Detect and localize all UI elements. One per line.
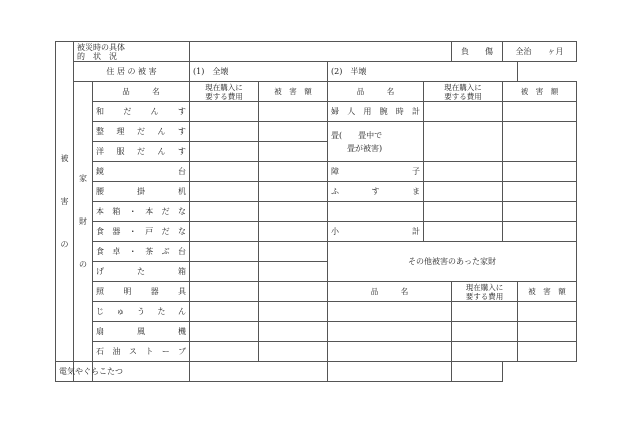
damage-cell[interactable] xyxy=(259,142,328,162)
cost-cell[interactable] xyxy=(190,162,259,182)
damage-cell[interactable] xyxy=(259,242,328,262)
cost-cell[interactable] xyxy=(190,322,259,342)
other-item-cell[interactable] xyxy=(328,302,452,322)
other-damage-cell[interactable] xyxy=(518,322,577,342)
subtotal-label: 小 計 xyxy=(328,222,424,242)
cost-cell[interactable] xyxy=(190,242,259,262)
table-row xyxy=(56,102,577,122)
cost-cell[interactable] xyxy=(190,142,259,162)
item-name: 和 だ ん す xyxy=(93,102,190,122)
other-damage-cell[interactable] xyxy=(518,302,577,322)
side-label-big-3: の xyxy=(60,240,69,249)
table-row xyxy=(56,302,577,322)
damage-cell-right[interactable] xyxy=(503,202,577,222)
col-cost-right: 現在購入に 要する費用 xyxy=(424,82,503,102)
item-name: 腰 掛 机 xyxy=(93,182,190,202)
item-name-right-tatami: 畳( 畳中で 畳が被害) xyxy=(328,122,424,162)
col-item-left: 品 名 xyxy=(93,82,190,102)
other-item-cell[interactable] xyxy=(328,322,452,342)
col-damage-left: 被 害 額 xyxy=(259,82,328,102)
table-row xyxy=(56,202,577,222)
cost-cell-right[interactable] xyxy=(424,162,503,182)
table-row xyxy=(56,122,577,142)
item-name: じ ゅ う た ん xyxy=(93,302,190,322)
other-cost-cell[interactable] xyxy=(328,362,452,382)
side-label-small-1: 家 xyxy=(79,174,87,183)
table-row xyxy=(56,242,577,262)
residence-damage-row xyxy=(56,62,577,82)
side-label-big xyxy=(56,42,74,362)
cost-cell[interactable] xyxy=(190,342,259,362)
item-name: 本箱・本だな xyxy=(93,202,190,222)
other-cost-cell[interactable] xyxy=(452,342,518,362)
side-label-small xyxy=(74,82,93,362)
col-cost-left: 現在購入に 要する費用 xyxy=(190,82,259,102)
table-row xyxy=(56,222,577,242)
blank-right[interactable] xyxy=(328,202,424,222)
item-name: 扇 風 機 xyxy=(93,322,190,342)
item-name-right: ふ す ま xyxy=(328,182,424,202)
table-row xyxy=(56,282,577,302)
cost-cell[interactable] xyxy=(190,262,259,282)
table-row xyxy=(56,162,577,182)
damage-cell[interactable] xyxy=(259,282,328,302)
other-item-cell[interactable] xyxy=(328,342,452,362)
side-label-small-2: 財 xyxy=(79,217,87,226)
cost-cell-right[interactable] xyxy=(424,102,503,122)
injury-label: 負 傷 xyxy=(452,42,503,62)
disaster-detail-label: 被災時の具体 的 状 況 xyxy=(74,42,190,62)
cost-cell[interactable] xyxy=(190,182,259,202)
damage-cell[interactable] xyxy=(259,202,328,222)
recovery-field[interactable]: 全治 ヶ月 xyxy=(503,42,577,62)
damage-cell[interactable] xyxy=(259,342,328,362)
damage-cell[interactable] xyxy=(259,182,328,202)
table-row xyxy=(56,362,577,382)
item-name: 整 理 だ ん す xyxy=(93,122,190,142)
damage-cell-right[interactable] xyxy=(503,102,577,122)
cost-cell-right[interactable] xyxy=(424,122,503,162)
cost-cell[interactable] xyxy=(190,122,259,142)
cost-cell-right[interactable] xyxy=(424,182,503,202)
col-damage-right: 被 害 額 xyxy=(503,82,577,102)
item-name: 電気やぐらこたつ xyxy=(56,362,74,382)
damage-cell-right[interactable] xyxy=(503,162,577,182)
item-name-right: 婦人用腕時計 xyxy=(328,102,424,122)
disaster-detail-field[interactable] xyxy=(190,42,452,62)
cost-cell[interactable] xyxy=(190,282,259,302)
other-goods-label: その他被害のあった家財 xyxy=(328,242,577,282)
cost-cell[interactable] xyxy=(190,302,259,322)
item-name: げ た 箱 xyxy=(93,262,190,282)
damage-report-form xyxy=(55,41,577,382)
damage-cell[interactable] xyxy=(259,322,328,342)
residence-option-full[interactable]: (1) 全壊 xyxy=(190,62,328,82)
cost-cell[interactable] xyxy=(190,102,259,122)
item-name: 照 明 器 具 xyxy=(93,282,190,302)
table-row xyxy=(56,182,577,202)
residence-damage-label: 住 居 の 被 害 xyxy=(74,62,190,82)
cost-cell[interactable] xyxy=(190,222,259,242)
item-name: 鏡 台 xyxy=(93,162,190,182)
item-name: 石油ストーブ xyxy=(93,342,190,362)
col-cost-right-2: 現在購入に 要する費用 xyxy=(452,282,518,302)
other-cost-cell[interactable] xyxy=(452,302,518,322)
disaster-detail-row xyxy=(56,42,577,62)
col-damage-right-2: 被 害 額 xyxy=(518,282,577,302)
col-item-right: 品 名 xyxy=(328,82,424,102)
item-name: 食器・戸だな xyxy=(93,222,190,242)
other-damage-cell[interactable] xyxy=(452,362,503,382)
damage-cell[interactable] xyxy=(259,262,328,282)
damage-cell-right[interactable] xyxy=(503,182,577,202)
damage-cell-right[interactable] xyxy=(503,122,577,162)
subtotal-damage[interactable] xyxy=(503,222,577,242)
col-item-right-2: 品 名 xyxy=(328,282,452,302)
residence-option-half[interactable]: (2) 半壊 xyxy=(328,62,518,82)
side-label-small-3: の xyxy=(79,260,87,269)
side-label-big-1: 被 xyxy=(60,154,69,163)
other-cost-cell[interactable] xyxy=(452,322,518,342)
table-row xyxy=(56,322,577,342)
damage-cell[interactable] xyxy=(259,162,328,182)
cost-cell[interactable] xyxy=(190,202,259,222)
damage-cell[interactable] xyxy=(259,302,328,322)
other-item-cell[interactable] xyxy=(190,362,328,382)
damage-cell[interactable] xyxy=(259,222,328,242)
subtotal-cost[interactable] xyxy=(424,222,503,242)
cost-cell-right[interactable] xyxy=(424,202,503,222)
damage-cell[interactable] xyxy=(259,102,328,122)
side-label-big-2: 害 xyxy=(60,197,69,206)
item-name-right: 障 子 xyxy=(328,162,424,182)
table-row xyxy=(56,342,577,362)
goods-header-row xyxy=(56,82,577,102)
damage-cell[interactable] xyxy=(259,122,328,142)
other-damage-cell[interactable] xyxy=(518,342,577,362)
item-name: 食卓・茶ぶ台 xyxy=(93,242,190,262)
item-name: 洋 服 だ ん す xyxy=(93,142,190,162)
